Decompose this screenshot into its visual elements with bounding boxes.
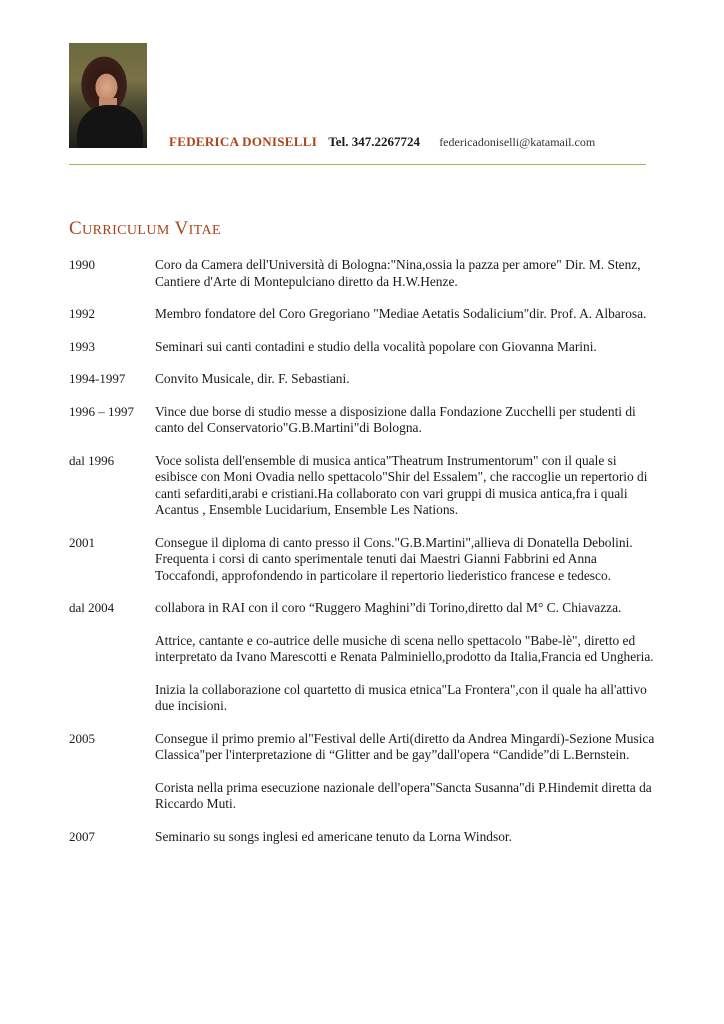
entry-text	[155, 404, 659, 437]
entry-paragraph: Attrice, cantante e co-autrice delle musiche di scena nello spettacolo "Babe-lè", diretto ed interpretato da Ivano Marescotti e Renata Palminiello,prodotto da Italia,Francia ed Ungheria.	[155, 632, 654, 664]
entry-year: 2005	[69, 730, 95, 746]
entry-text	[155, 257, 659, 290]
person-name: FEDERICA DONISELLI	[169, 134, 318, 149]
entry-year: dal 1996	[69, 452, 115, 468]
entry-text	[155, 600, 659, 715]
entry-paragraph: Convito Musicale, dir. F. Sebastiani.	[155, 371, 350, 386]
contact-header	[169, 134, 649, 154]
entry-year: 2001	[69, 534, 95, 550]
page-title: CURRICULUM VITAE	[69, 218, 221, 239]
header-divider	[69, 164, 646, 165]
entry-paragraph: Coro da Camera dell'Università di Bologna:"Nina,ossia la pazza per amore" Dir. M. Stenz, Cantiere d'Arte di Montepulciano diretto da H.W.Henze.	[155, 257, 641, 289]
cv-entry	[69, 829, 659, 846]
cv-entry	[69, 535, 659, 585]
entry-paragraph: Seminari sui canti contadini e studio della vocalità popolare con Giovanna Marini.	[155, 338, 597, 354]
entry-year: dal 2004	[69, 600, 115, 615]
cv-entry	[69, 371, 659, 388]
profile-photo	[69, 43, 147, 148]
entry-text	[155, 339, 659, 356]
cv-entries	[69, 257, 659, 861]
cv-entry	[69, 731, 659, 813]
entry-year: 1992	[69, 306, 95, 321]
entry-paragraph: Seminario su songs inglesi ed americane tenuto da Lorna Windsor.	[155, 828, 512, 844]
cv-entry	[69, 306, 659, 323]
phone-number: Tel. 347.2267724	[328, 134, 420, 149]
entry-paragraph: collabora in RAI con il coro “Ruggero Maghini”di Torino,diretto dal M° C. Chiavazza.	[155, 600, 622, 615]
entry-year: 2007	[69, 828, 95, 844]
entry-text	[155, 829, 659, 846]
entry-text	[155, 731, 659, 813]
entry-paragraph: Corista nella prima esecuzione nazionale dell'opera"Sancta Susanna"di P.Hindemit diretta da Riccardo Muti.	[155, 779, 652, 811]
entry-paragraph: Vince due borse di studio messe a disposizione dalla Fondazione Zucchelli per studenti di canto del Conservatorio"G.B.Martini"di Bologna.	[155, 403, 636, 435]
entry-text	[155, 371, 659, 388]
cv-entry	[69, 339, 659, 356]
entry-year: 1990	[69, 257, 95, 272]
entry-paragraph: Inizia la collaborazione col quartetto di musica etnica"La Frontera",con il quale ha all'attivo due incisioni.	[155, 681, 647, 713]
cv-entry	[69, 404, 659, 437]
entry-paragraph: Membro fondatore del Coro Gregoriano "Mediae Aetatis Sodalicium"dir. Prof. A. Albarosa.	[155, 306, 647, 321]
entry-year: 1994-1997	[69, 371, 126, 386]
entry-text	[155, 306, 659, 323]
entry-paragraph: Consegue il primo premio al"Festival delle Arti(diretto da Andrea Mingardi)-Sezione Musica Classica"per l'interpretazione di “Glitter and be gay”dall'opera “Candide”di L.Bernstein.	[155, 730, 655, 762]
entry-paragraph: Voce solista dell'ensemble di musica antica"Theatrum Instrumentorum" con il quale si esibisce con Moni Ovadia nello spettacolo"Shir del Essalem", che raccoglie un repertorio di canti sefarditi,arabi e cristiani.Ha collaborato con vari gruppi di musica antica,fra i quali Acantus , Ensemble Lucidarium, Ensemble Les Nations.	[155, 452, 648, 517]
cv-entry	[69, 453, 659, 519]
cv-entry	[69, 257, 659, 290]
entry-paragraph: Consegue il diploma di canto presso il Cons."G.B.Martini",allieva di Donatella Debolini. Frequenta i corsi di canto sperimentale tenuti dai Maestri Gianni Fabbrini ed Anna Toccafondi, approfondendo in particolare il repertorio liederistico francese e tedesco.	[155, 534, 633, 583]
entry-year: 1996 – 1997	[69, 403, 134, 419]
entry-year: 1993	[69, 338, 95, 354]
entry-text	[155, 535, 659, 585]
email-address: federicadoniselli@katamail.com	[439, 135, 596, 149]
cv-entry	[69, 600, 659, 715]
entry-text	[155, 453, 659, 519]
